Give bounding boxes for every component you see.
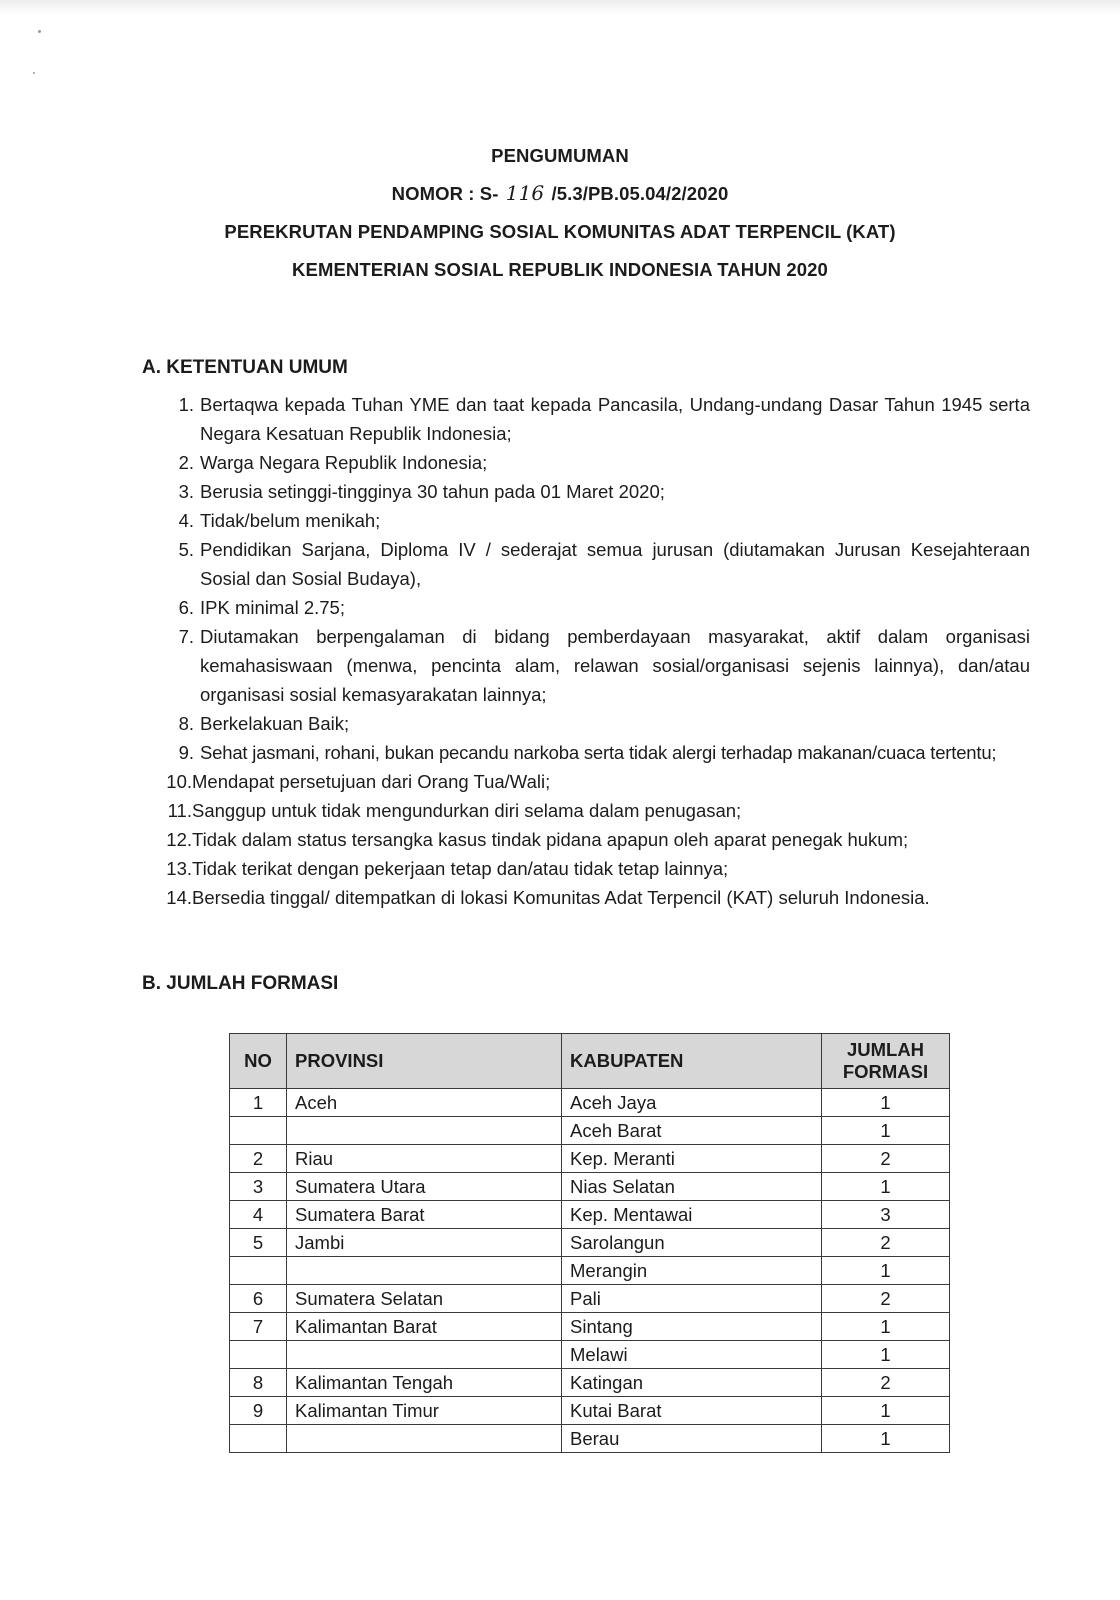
cell-no: 5 — [230, 1229, 287, 1257]
item-number: 14. — [166, 887, 192, 908]
cell-provinsi: Sumatera Utara — [287, 1173, 562, 1201]
cell-jumlah: 1 — [822, 1397, 950, 1425]
cell-kabupaten: Berau — [562, 1425, 822, 1453]
table-row — [230, 1089, 950, 1117]
cell-provinsi: Kalimantan Timur — [287, 1397, 562, 1425]
list-item — [160, 593, 1030, 622]
header-no: NO — [230, 1034, 287, 1089]
cell-provinsi: Kalimantan Barat — [287, 1313, 562, 1341]
table-row — [230, 1117, 950, 1145]
header-jumlah-formasi — [822, 1034, 950, 1089]
cell-no — [230, 1341, 287, 1369]
cell-no: 9 — [230, 1397, 287, 1425]
list-item — [160, 709, 1030, 738]
scan-edge-shadow — [0, 0, 1120, 14]
list-item — [160, 796, 1030, 825]
cell-no — [230, 1257, 287, 1285]
header-formasi: FORMASI — [842, 1061, 929, 1082]
cell-no: 8 — [230, 1369, 287, 1397]
letter-number-prefix: NOMOR : S- — [391, 183, 499, 204]
table-row — [230, 1397, 950, 1425]
cell-jumlah: 1 — [822, 1173, 950, 1201]
item-number: 6. — [178, 597, 194, 618]
cell-no: 6 — [230, 1285, 287, 1313]
table-row — [230, 1369, 950, 1397]
table-row — [230, 1201, 950, 1229]
item-text: Sanggup untuk tidak mengundurkan diri selama dalam penugasan; — [192, 800, 742, 821]
cell-kabupaten: Melawi — [562, 1341, 822, 1369]
announcement-title: PENGUMUMAN — [491, 145, 629, 166]
scan-speck — [38, 30, 41, 33]
requirements-list — [160, 390, 1030, 912]
list-item — [160, 825, 1030, 854]
cell-kabupaten: Kutai Barat — [562, 1397, 822, 1425]
cell-jumlah: 1 — [822, 1089, 950, 1117]
item-text: Sehat jasmani, rohani, bukan pecandu narkoba serta tidak alergi terhadap makanan/cuaca tertentu; — [200, 742, 997, 763]
item-text: Bertaqwa kepada Tuhan YME dan taat kepada Pancasila, Undang-undang Dasar Tahun 1945 serta Negara Kesatuan Republik Indonesia; — [200, 394, 1030, 444]
cell-no: 3 — [230, 1173, 287, 1201]
item-number: 5. — [178, 539, 194, 560]
header-kabupaten: KABUPATEN — [562, 1034, 822, 1089]
item-number: 4. — [178, 510, 194, 531]
item-text: Tidak dalam status tersangka kasus tindak pidana apapun oleh aparat penegak hukum; — [192, 829, 909, 850]
cell-kabupaten: Sarolangun — [562, 1229, 822, 1257]
cell-kabupaten: Aceh Barat — [562, 1117, 822, 1145]
item-text: Tidak/belum menikah; — [200, 510, 381, 531]
table-row — [230, 1257, 950, 1285]
cell-no — [230, 1117, 287, 1145]
item-number: 3. — [178, 481, 194, 502]
ministry-subtitle: KEMENTERIAN SOSIAL REPUBLIK INDONESIA TAHUN 2020 — [292, 259, 828, 280]
list-item — [160, 448, 1030, 477]
item-number: 12. — [166, 829, 192, 850]
cell-jumlah: 1 — [822, 1117, 950, 1145]
list-item — [160, 767, 1030, 796]
cell-kabupaten: Sintang — [562, 1313, 822, 1341]
cell-kabupaten: Katingan — [562, 1369, 822, 1397]
item-text: Berkelakuan Baik; — [200, 713, 350, 734]
cell-jumlah: 2 — [822, 1285, 950, 1313]
letter-number — [0, 181, 1120, 205]
cell-provinsi: Kalimantan Tengah — [287, 1369, 562, 1397]
cell-jumlah: 2 — [822, 1369, 950, 1397]
list-item — [160, 506, 1030, 535]
announcement-subtitle: PEREKRUTAN PENDAMPING SOSIAL KOMUNITAS ADAT TERPENCIL (KAT) — [224, 221, 896, 242]
cell-kabupaten: Aceh Jaya — [562, 1089, 822, 1117]
cell-kabupaten: Kep. Mentawai — [562, 1201, 822, 1229]
cell-provinsi — [287, 1341, 562, 1369]
cell-provinsi: Jambi — [287, 1229, 562, 1257]
cell-provinsi — [287, 1257, 562, 1285]
handwritten-number: 116 — [505, 181, 545, 205]
item-text: Pendidikan Sarjana, Diploma IV / sederajat semua jurusan (diutamakan Jurusan Kesejahteraan Sosial dan Sosial Budaya), — [200, 539, 1030, 589]
list-item — [160, 535, 1030, 593]
section-b-title: B. JUMLAH FORMASI — [142, 973, 339, 994]
list-item — [160, 622, 1030, 709]
item-text: Diutamakan berpengalaman di bidang pemberdayaan masyarakat, aktif dalam organisasi kemahasiswaan (menwa, pencinta alam, relawan sosial/organisasi sejenis lainnya), dan/atau organisasi sosial kemasyarakatan lainnya; — [200, 626, 1030, 705]
table-row — [230, 1285, 950, 1313]
table-header-row — [230, 1034, 950, 1089]
cell-no — [230, 1425, 287, 1453]
table-row — [230, 1145, 950, 1173]
cell-jumlah: 3 — [822, 1201, 950, 1229]
letter-number-suffix: /5.3/PB.05.04/2/2020 — [551, 183, 729, 204]
cell-jumlah: 1 — [822, 1425, 950, 1453]
cell-provinsi: Sumatera Selatan — [287, 1285, 562, 1313]
cell-jumlah: 1 — [822, 1257, 950, 1285]
table-row — [230, 1341, 950, 1369]
cell-jumlah: 1 — [822, 1341, 950, 1369]
cell-jumlah: 2 — [822, 1229, 950, 1257]
cell-no: 2 — [230, 1145, 287, 1173]
list-item — [160, 883, 1030, 912]
cell-kabupaten: Nias Selatan — [562, 1173, 822, 1201]
section-a-title: A. KETENTUAN UMUM — [142, 357, 348, 378]
cell-provinsi: Aceh — [287, 1089, 562, 1117]
cell-provinsi: Riau — [287, 1145, 562, 1173]
item-number: 11. — [167, 800, 192, 821]
list-item — [160, 477, 1030, 506]
cell-no: 1 — [230, 1089, 287, 1117]
item-text: IPK minimal 2.75; — [200, 597, 345, 618]
item-number: 10. — [166, 771, 192, 792]
cell-no: 4 — [230, 1201, 287, 1229]
cell-provinsi — [287, 1117, 562, 1145]
cell-no: 7 — [230, 1313, 287, 1341]
cell-jumlah: 1 — [822, 1313, 950, 1341]
cell-kabupaten: Pali — [562, 1285, 822, 1313]
table-row — [230, 1313, 950, 1341]
item-number: 7. — [178, 626, 194, 647]
item-text: Tidak terikat dengan pekerjaan tetap dan/atau tidak tetap lainnya; — [192, 858, 729, 879]
cell-provinsi: Sumatera Barat — [287, 1201, 562, 1229]
cell-kabupaten: Merangin — [562, 1257, 822, 1285]
table-row — [230, 1425, 950, 1453]
item-text: Mendapat persetujuan dari Orang Tua/Wali; — [192, 771, 551, 792]
cell-kabupaten: Kep. Meranti — [562, 1145, 822, 1173]
item-text: Bersedia tinggal/ ditempatkan di lokasi Komunitas Adat Terpencil (KAT) seluruh Indonesia. — [192, 887, 930, 908]
item-text: Warga Negara Republik Indonesia; — [200, 452, 488, 473]
header-jumlah: JUMLAH — [846, 1039, 925, 1060]
item-number: 9. — [178, 742, 194, 763]
item-number: 13. — [166, 858, 192, 879]
list-item — [160, 738, 1030, 767]
formation-table — [229, 1033, 950, 1453]
cell-provinsi — [287, 1425, 562, 1453]
item-number: 1. — [178, 394, 194, 415]
cell-jumlah: 2 — [822, 1145, 950, 1173]
list-item — [160, 854, 1030, 883]
table-row — [230, 1229, 950, 1257]
scan-speck — [33, 72, 35, 74]
document-header — [0, 146, 1120, 298]
header-provinsi: PROVINSI — [287, 1034, 562, 1089]
item-number: 8. — [178, 713, 194, 734]
list-item — [160, 390, 1030, 448]
table-row — [230, 1173, 950, 1201]
item-text: Berusia setinggi-tingginya 30 tahun pada 01 Maret 2020; — [200, 481, 665, 502]
item-number: 2. — [178, 452, 194, 473]
